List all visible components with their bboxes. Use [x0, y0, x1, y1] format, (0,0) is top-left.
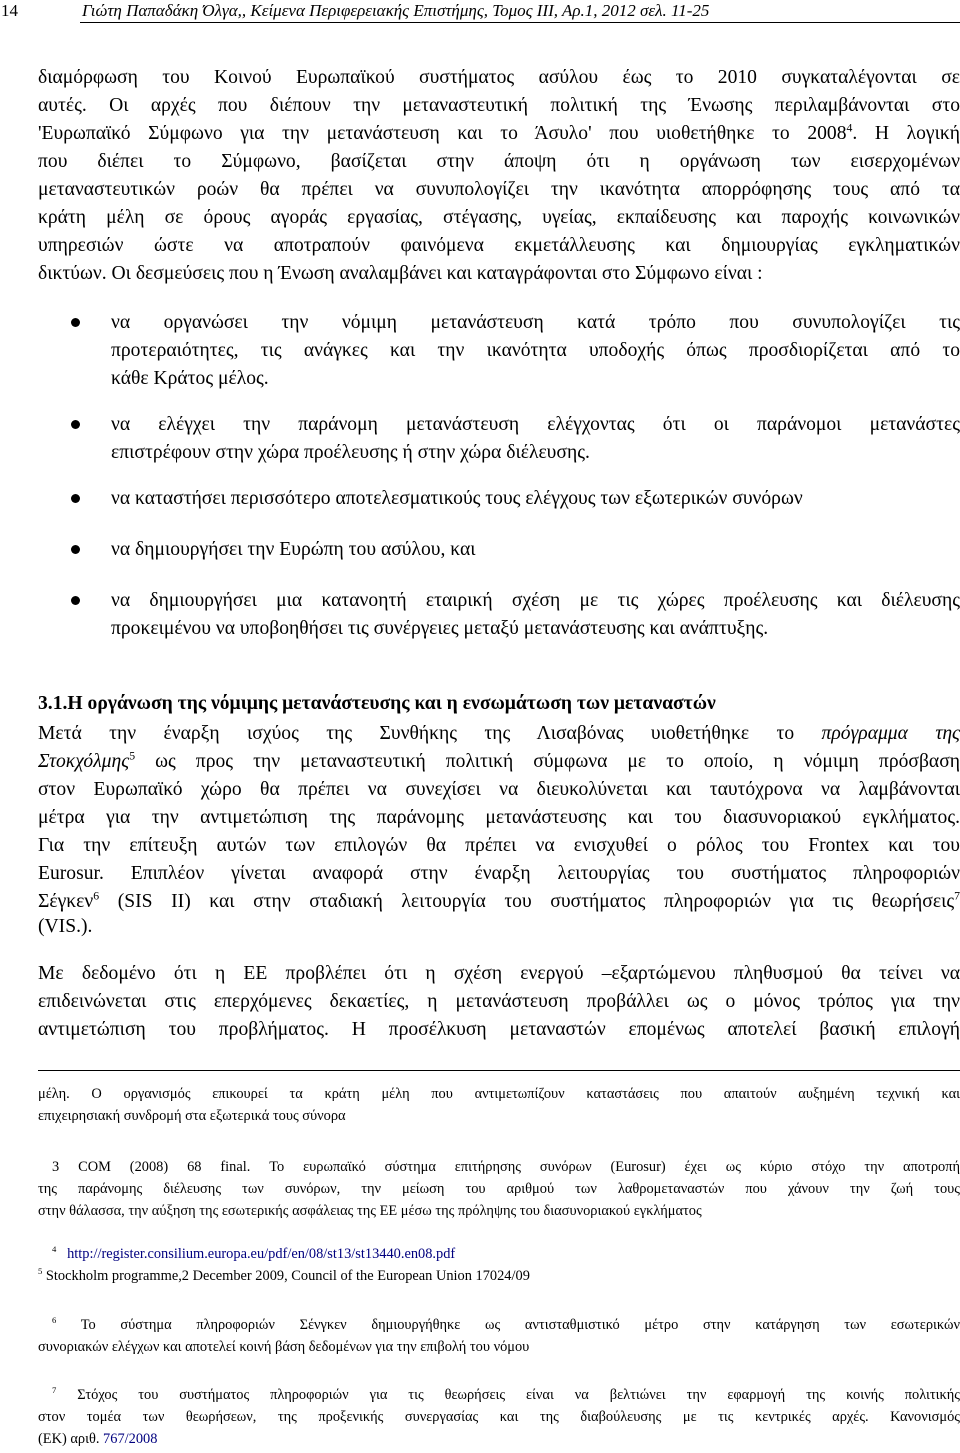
body-line: επιδεινώνεται στις επερχόμενες δεκαετίες, η μετανάστευση προβάλλει ως ο μόνος τρόπος για την — [38, 991, 960, 1012]
footnote-line: της παράνομης διέλευσης των συνόρων, την μείωση του αριθμού των λαθρομεταναστών που χάνουν την ζωή τους — [38, 1181, 960, 1197]
section-heading: 3.1.Η οργάνωση της νόμιμης μετανάστευσης και η ενσωμάτωση των μεταναστών — [38, 693, 716, 714]
footnote-line: συνοριακών ελέγχων και αποτελεί κοινή βάση δεδομένων για την επιβολή του νόμου — [38, 1339, 530, 1355]
footnote-ref: 7 — [954, 889, 960, 903]
body-line: στον Ευρωπαϊκό χώρο θα πρέπει να συνεχίσει να διευκολύνεται και ταυτόχρονα να λαμβάνονται — [38, 779, 960, 800]
body-line: Eurosur. Επιπλέον γίνεται αναφορά στην έναρξη λειτουργίας του συστήματος πληροφοριών — [38, 863, 960, 884]
page-number: 14 — [1, 1, 18, 20]
list-item-line: προκειμένου να υποβοηθήσει τις συνέργειες μεταξύ μετανάστευσης και ανάπτυξης. — [111, 618, 769, 639]
footnote-line: στην θάλασσα, την αύξηση της εσωτερικής ασφάλειας της ΕΕ μέσω της πρόληψης του διασυνοριακού εγκλήματος — [38, 1203, 702, 1219]
footnote-line: (ΕΚ) αριθ. 767/2008 — [38, 1431, 158, 1447]
footnote-ref: 6 — [93, 889, 100, 903]
bullet-icon — [71, 494, 80, 503]
body-line: μέτρα για την αντιμετώπιση της παράνομης μετανάστευσης και του διασυνοριακού εγκλήματος. — [38, 807, 960, 828]
body-line: Με δεδομένο ότι η ΕΕ προβλέπει ότι η σχέση ενεργού –εξαρτώμενου πληθυσμού θα τείνει να — [38, 963, 960, 984]
body-line: Για την επίτευξη αυτών των επιλογών θα πρέπει να ενισχυθεί ο ρόλος του Frontex και του — [38, 835, 960, 856]
footnote-5: $^5$ Stockholm programme,2 December 2009, Council of the European Union 17024/09 — [38, 1266, 530, 1284]
list-item-line: να καταστήσει περισσότερο αποτελεσματικούς τους ελέγχους των εξωτερικών συνόρων — [111, 488, 803, 509]
body-line: που διέπει το Σύμφωνο, βασίζεται στην άποψη ότι η οργάνωση των εισερχομένων — [38, 151, 960, 172]
bullet-icon — [71, 545, 80, 554]
body-line: κράτη μέλη σε όρους αγοράς εργασίας, στέγασης, υγείας, εκπαίδευσης και παροχής κοινωνικών — [38, 207, 960, 228]
running-title: Γιώτη Παπαδάκη Όλγα,, Κείμενα Περιφερειακής Επιστήμης, Τομος ΙΙΙ, Αρ.1, 2012 σελ. 11-25 — [82, 1, 710, 20]
body-line: Στοκχόλμης$^5$ ως προς την μεταναστευτική πολιτική σύμφωνα με το οποίο, η νόμιμη πρόσβαση — [38, 749, 960, 772]
footnote-ref: 4 — [846, 121, 853, 135]
body-line: μεταναστευτικών ροών θα πρέπει να συνυπολογίζει την ικανότητα απορρόφησης τους από τα — [38, 179, 960, 200]
footnote-ref: 5 — [129, 749, 136, 763]
footnote-rule — [38, 1070, 960, 1071]
body-line: Μετά την έναρξη ισχύος της Συνθήκης της Λισαβόνας υιοθετήθηκε το πρόγραμμα της — [38, 723, 960, 744]
bullet-icon — [71, 420, 80, 429]
footnote-line: στον τομέα των θεωρήσεων, της προξενικής συνεργασίας και της διαβούλευσης με τις κεντρικές αρχές. Κανονισμός — [38, 1409, 960, 1425]
list-item-line: να δημιουργήσει μια κατανοητή εταιρική σχέση με τις χώρες προέλευσης και διέλευσης — [111, 590, 960, 611]
body-line: (VIS.). — [38, 916, 93, 937]
footnote-link[interactable]: http://register.consilium.europa.eu/pdf/en/08/st13/st13440.en08.pdf — [67, 1246, 456, 1262]
footnote-line: επιχειρησιακή συνδρομή στα εξωτερικά τους σύνορα — [38, 1108, 346, 1124]
body-line: 'Ευρωπαϊκό Σύμφωνο για την μετανάστευση και το Άσυλο' που υιοθετήθηκε το 2008$^4$. Η λογική — [38, 121, 960, 144]
list-item-line: να δημιουργήσει την Ευρώπη του ασύλου, και — [111, 539, 476, 560]
footnote-4: $^4$ http://register.consilium.europa.eu/pdf/en/08/st13/st13440.en08.pdf — [52, 1244, 456, 1262]
body-line: αυτές. Οι αρχές που διέπουν την μεταναστευτική πολιτική της Ένωσης περιλαμβάνονται στο — [38, 95, 960, 116]
list-item-line: να ελέγχει την παράνομη μετανάστευση ελέγχοντας ότι οι παράνομοι μετανάστες — [111, 414, 960, 435]
body-line: διαμόρφωση του Κοινού Ευρωπαϊκού συστήματος ασύλου έως το 2010 συγκαταλέγονται σε — [38, 67, 960, 88]
footnote-3: 3 COM (2008) 68 final. Το ευρωπαϊκό σύστημα επιτήρησης συνόρων (Eurosur) έχει ως κύριο στόχο την αποτροπή — [52, 1159, 960, 1175]
footnote-line: μέλη. Ο οργανισμός επικουρεί τα κράτη μέλη που αντιμετωπίζουν καταστάσεις που απαιτούν αυξημένη τεχνική και — [38, 1086, 960, 1102]
footnote-7: $^7$ Στόχος του συστήματος πληροφοριών για τις θεωρήσεις είναι να βελτιώνει την εφαρμογή της κοινής πολιτικής — [52, 1385, 960, 1403]
list-item-line: προτεραιότητες, τις ανάγκες και την ικανότητα υποδοχής όπως προσδιορίζεται από το — [111, 340, 960, 361]
body-line: Σέγκεν$^6$ (SIS II) και στην σταδιακή λειτουργία του συστήματος πληροφοριών για τις θεωρήσεις$^7$ — [38, 889, 960, 912]
list-item-line: κάθε Κράτος μέλος. — [111, 368, 269, 389]
body-line: δικτύων. Οι δεσμεύσεις που η Ένωση αναλαμβάνει και καταγράφονται στο Σύμφωνο είναι : — [38, 263, 763, 284]
body-line: αντιμετώπιση του προβλήματος. Η προσέλκυση μεταναστών επομένως αποτελεί βασική επιλογή — [38, 1019, 960, 1040]
list-item-line: επιστρέφουν στην χώρα προέλευσης ή στην χώρα διέλευσης. — [111, 442, 590, 463]
bullet-icon — [71, 318, 80, 327]
body-line: υπηρεσιών ώστε να αποτραπούν φαινόμενα εκμετάλλευσης και δημιουργίας εγκληματικών — [38, 235, 960, 256]
footnote-6: $^6$ Το σύστημα πληροφοριών Σένγκεν δημιουργήθηκε ως αντισταθμιστικό μέτρο στην κατάργηση των εσωτερικών — [52, 1315, 960, 1333]
list-item-line: να οργανώσει την νόμιμη μετανάστευση κατά τρόπο που συνυπολογίζει τις — [111, 312, 960, 333]
running-header — [0, 1, 960, 21]
header-rule — [80, 22, 960, 23]
bullet-icon — [71, 596, 80, 605]
